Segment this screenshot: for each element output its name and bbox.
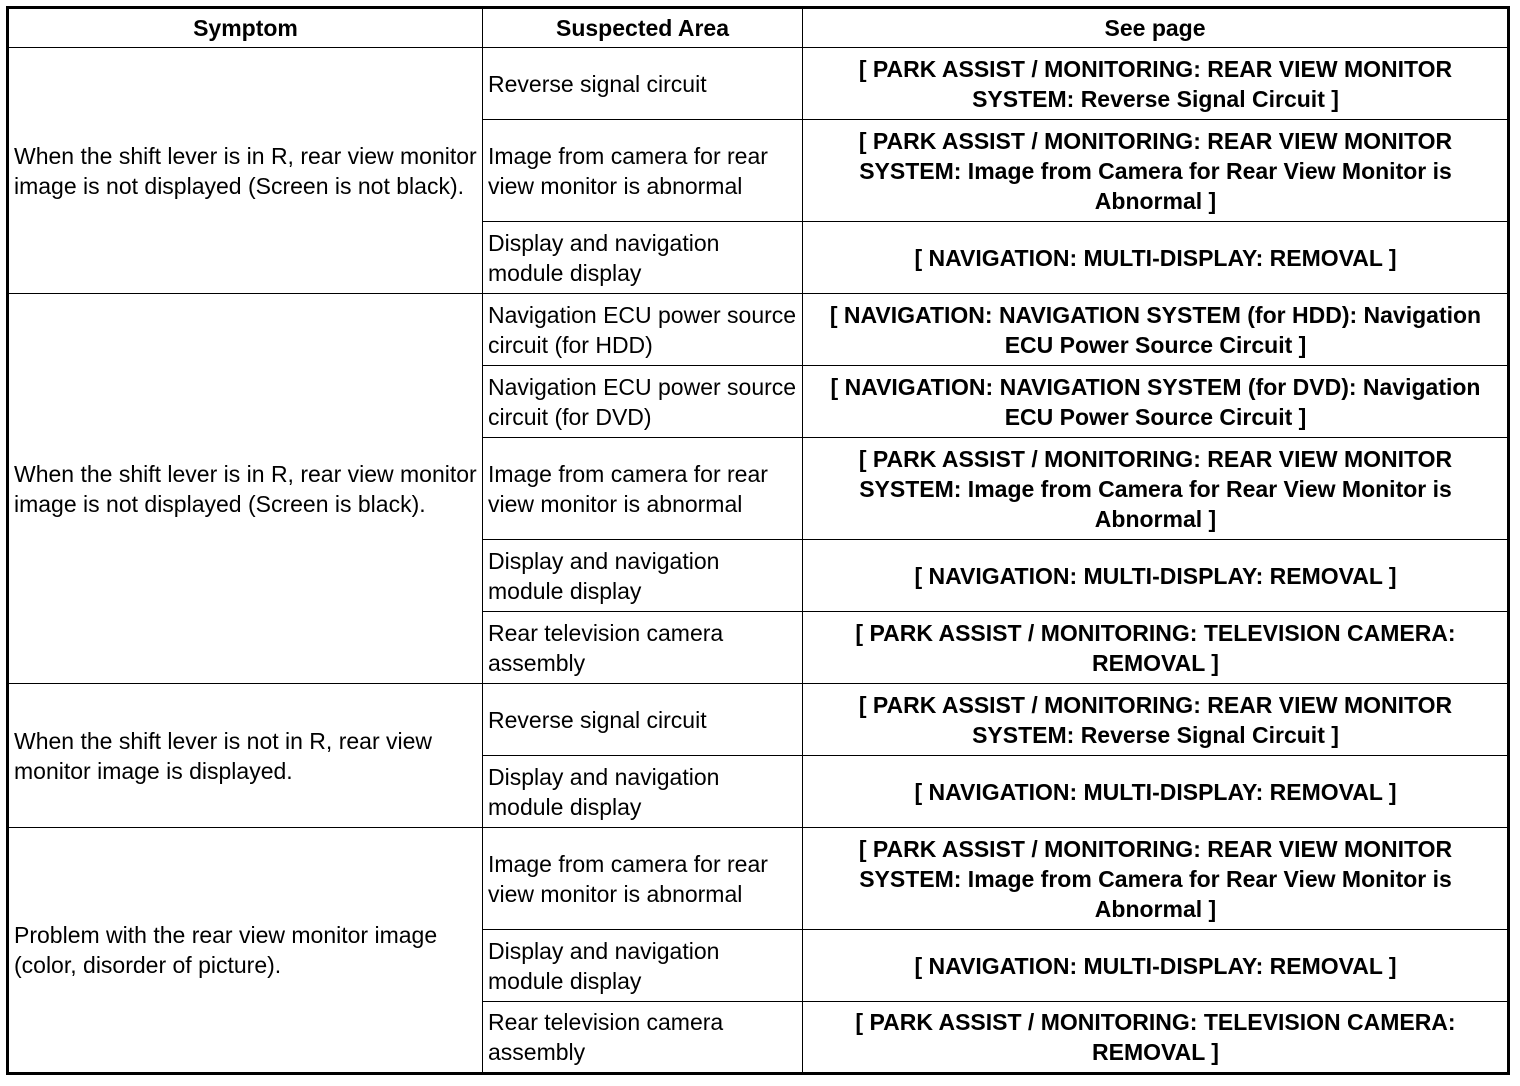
suspected-area-cell: Rear television camera assembly — [483, 1002, 803, 1074]
symptom-table — [6, 6, 1510, 1075]
suspected-area-cell: Navigation ECU power source circuit (for DVD) — [483, 366, 803, 438]
see-page-link[interactable]: [ PARK ASSIST / MONITORING: REAR VIEW MONITOR SYSTEM: Image from Camera for Rear View Monitor is Abnormal ] — [803, 438, 1509, 540]
header-see-page: See page — [803, 8, 1509, 48]
symptom-cell: Problem with the rear view monitor image (color, disorder of picture). — [8, 828, 483, 1074]
table-row — [8, 294, 1509, 366]
table-row — [8, 48, 1509, 120]
see-page-link[interactable]: [ PARK ASSIST / MONITORING: TELEVISION CAMERA: REMOVAL ] — [803, 612, 1509, 684]
see-page-link[interactable]: [ NAVIGATION: MULTI-DISPLAY: REMOVAL ] — [803, 930, 1509, 1002]
table-body — [8, 48, 1509, 1074]
symptom-cell: When the shift lever is in R, rear view monitor image is not displayed (Screen is not black). — [8, 48, 483, 294]
see-page-link[interactable]: [ PARK ASSIST / MONITORING: REAR VIEW MONITOR SYSTEM: Reverse Signal Circuit ] — [803, 684, 1509, 756]
suspected-area-cell: Reverse signal circuit — [483, 684, 803, 756]
header-symptom: Symptom — [8, 8, 483, 48]
suspected-area-cell: Image from camera for rear view monitor is abnormal — [483, 438, 803, 540]
see-page-link[interactable]: [ NAVIGATION: MULTI-DISPLAY: REMOVAL ] — [803, 540, 1509, 612]
header-row — [8, 8, 1509, 48]
table-row — [8, 828, 1509, 930]
see-page-link[interactable]: [ PARK ASSIST / MONITORING: REAR VIEW MONITOR SYSTEM: Image from Camera for Rear View Monitor is Abnormal ] — [803, 120, 1509, 222]
see-page-link[interactable]: [ NAVIGATION: NAVIGATION SYSTEM (for HDD): Navigation ECU Power Source Circuit ] — [803, 294, 1509, 366]
suspected-area-cell: Display and navigation module display — [483, 540, 803, 612]
suspected-area-cell: Display and navigation module display — [483, 222, 803, 294]
table-row — [8, 684, 1509, 756]
see-page-link[interactable]: [ PARK ASSIST / MONITORING: TELEVISION CAMERA: REMOVAL ] — [803, 1002, 1509, 1074]
suspected-area-cell: Display and navigation module display — [483, 930, 803, 1002]
header-suspected-area: Suspected Area — [483, 8, 803, 48]
suspected-area-cell: Reverse signal circuit — [483, 48, 803, 120]
suspected-area-cell: Image from camera for rear view monitor is abnormal — [483, 120, 803, 222]
see-page-link[interactable]: [ NAVIGATION: NAVIGATION SYSTEM (for DVD): Navigation ECU Power Source Circuit ] — [803, 366, 1509, 438]
see-page-link[interactable]: [ PARK ASSIST / MONITORING: REAR VIEW MONITOR SYSTEM: Reverse Signal Circuit ] — [803, 48, 1509, 120]
suspected-area-cell: Rear television camera assembly — [483, 612, 803, 684]
see-page-link[interactable]: [ PARK ASSIST / MONITORING: REAR VIEW MONITOR SYSTEM: Image from Camera for Rear View Monitor is Abnormal ] — [803, 828, 1509, 930]
see-page-link[interactable]: [ NAVIGATION: MULTI-DISPLAY: REMOVAL ] — [803, 222, 1509, 294]
symptom-cell: When the shift lever is in R, rear view monitor image is not displayed (Screen is black). — [8, 294, 483, 684]
suspected-area-cell: Display and navigation module display — [483, 756, 803, 828]
symptom-cell: When the shift lever is not in R, rear view monitor image is displayed. — [8, 684, 483, 828]
suspected-area-cell: Navigation ECU power source circuit (for HDD) — [483, 294, 803, 366]
suspected-area-cell: Image from camera for rear view monitor is abnormal — [483, 828, 803, 930]
see-page-link[interactable]: [ NAVIGATION: MULTI-DISPLAY: REMOVAL ] — [803, 756, 1509, 828]
